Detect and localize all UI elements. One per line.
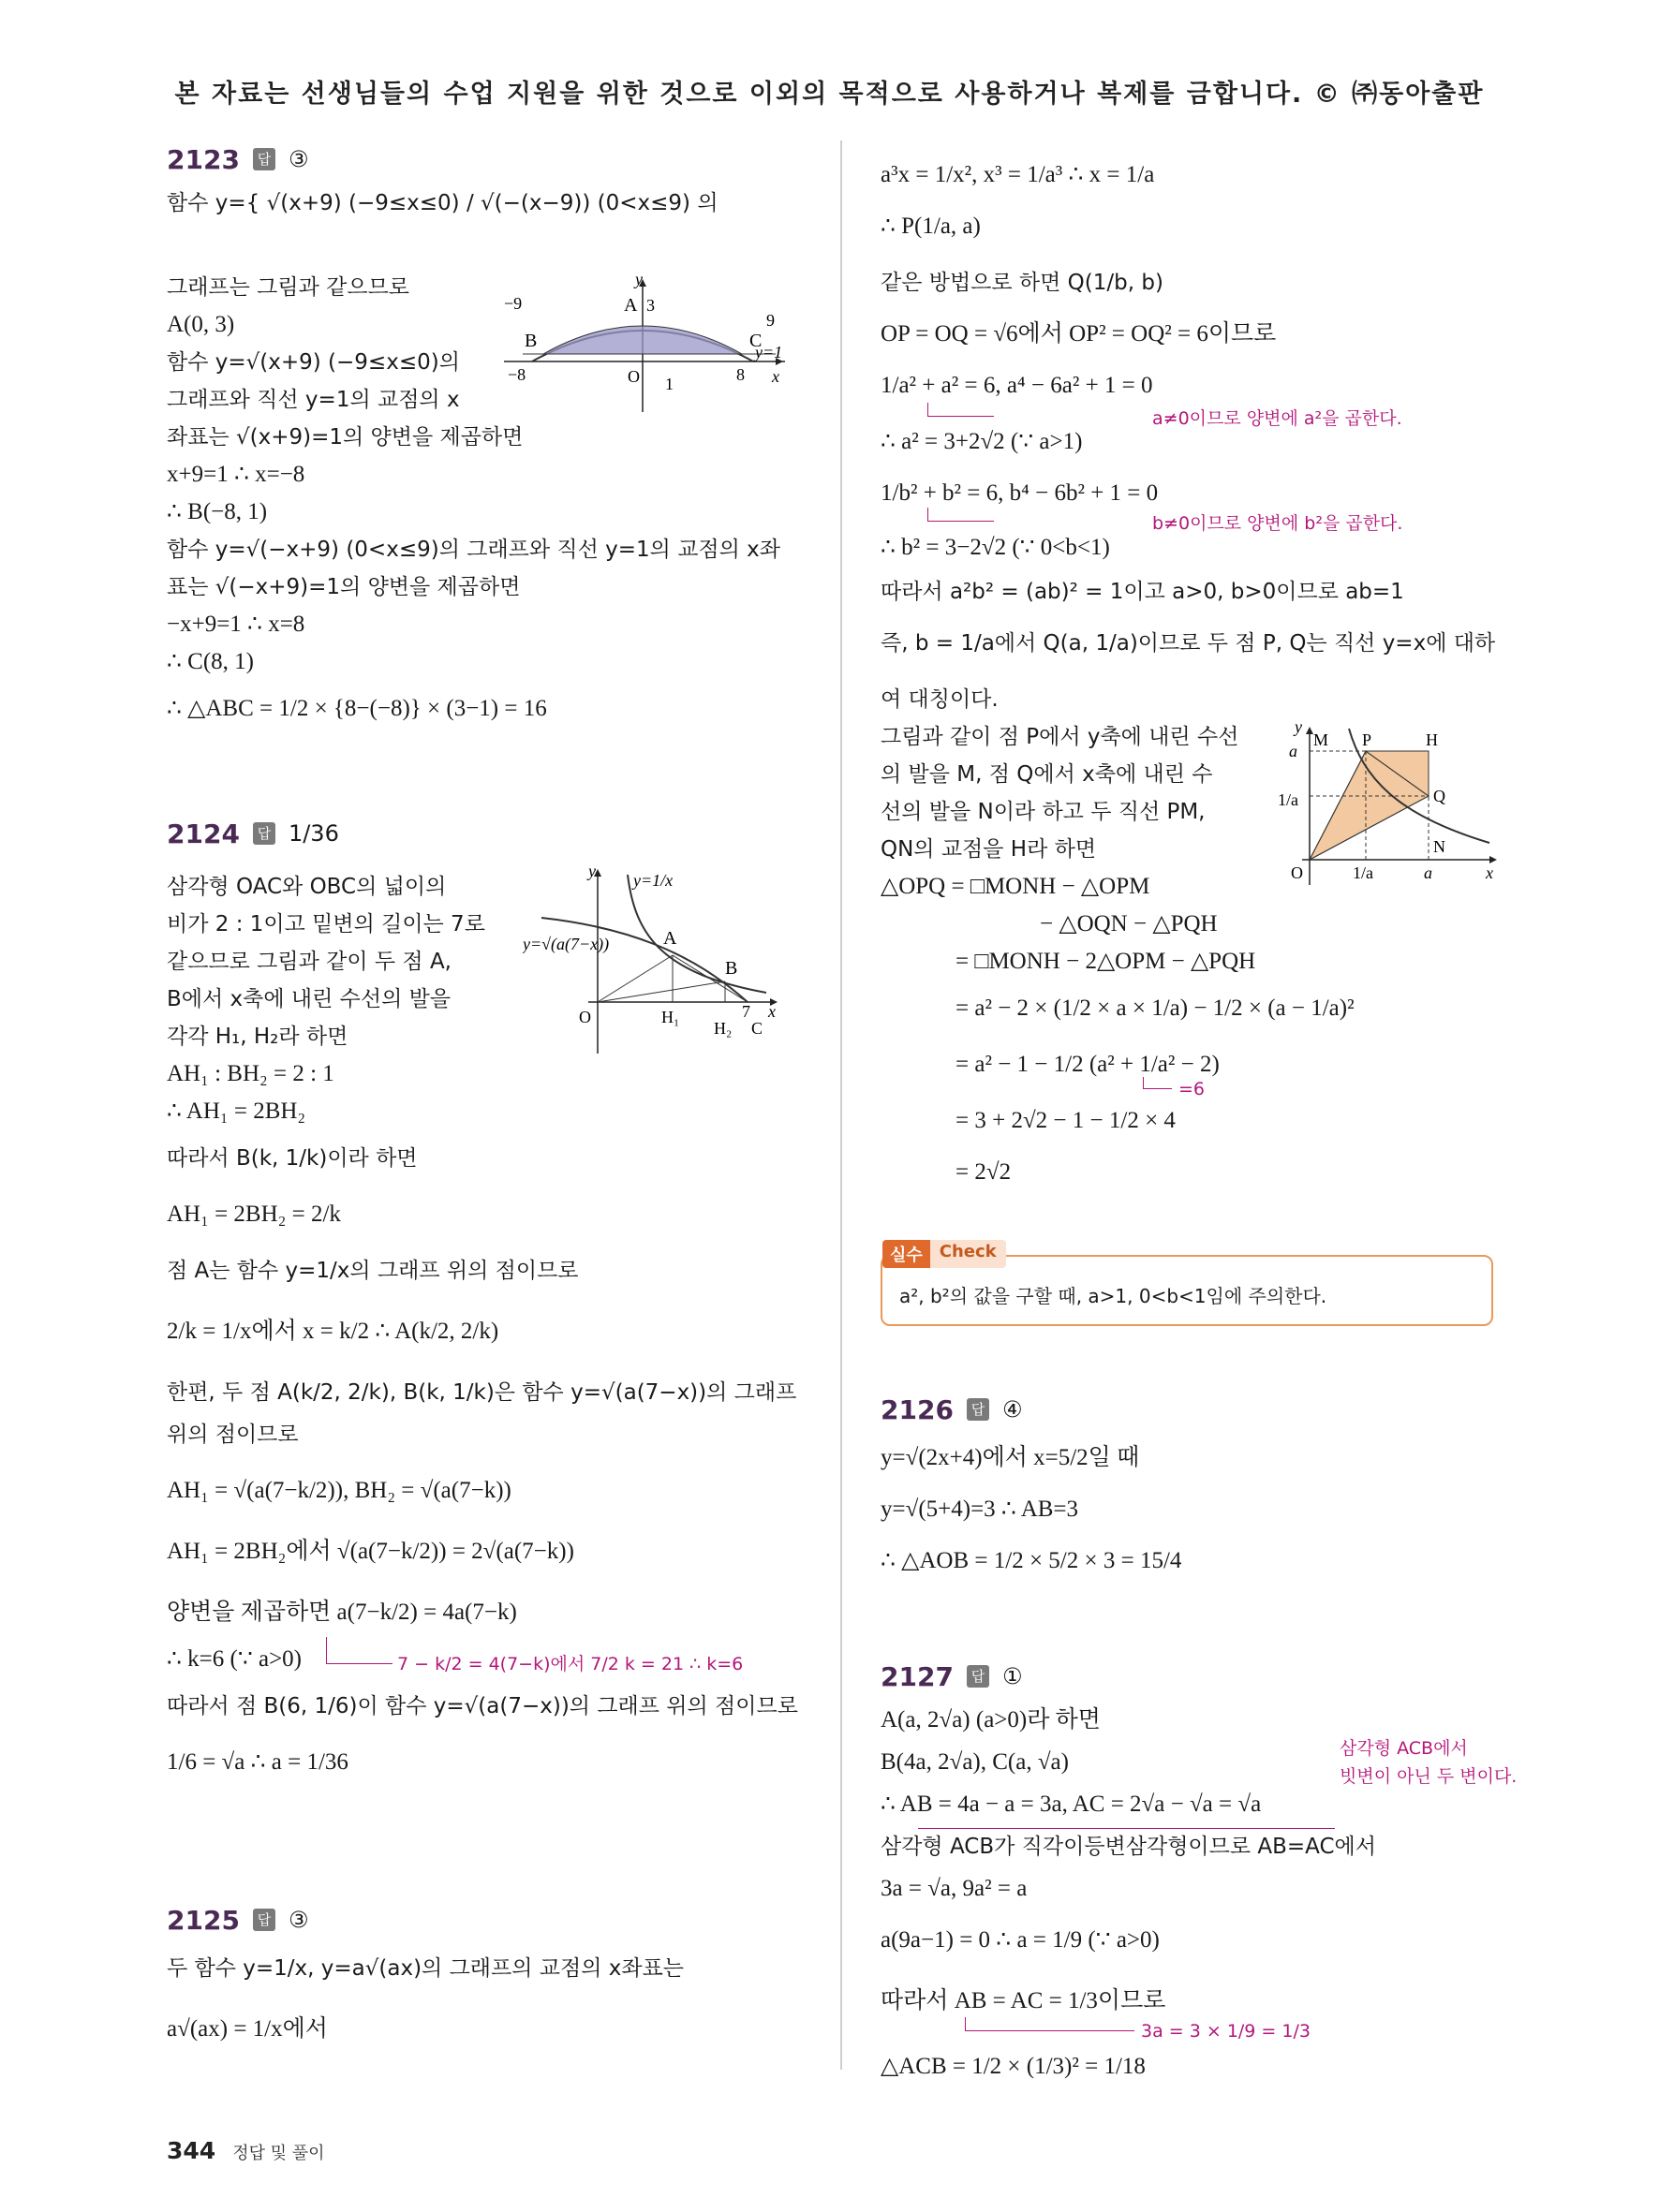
label-x: x xyxy=(768,1002,776,1021)
y-axis-arrow xyxy=(1306,727,1313,734)
note-connector xyxy=(965,2017,1134,2031)
column-divider xyxy=(840,140,842,2070)
solution-line: 함수 y=√(−x+9) (0<x≤9)의 그래프와 직선 y=1의 교점의 x좌 xyxy=(167,538,780,562)
solution-line: AH₁ = 2BH₂에서 √(a(7−k/2)) = 2√(a(7−k)) xyxy=(167,1539,574,1564)
label-y-sqrt: y=√(a(7−x)) xyxy=(523,935,610,953)
note: =6 xyxy=(1178,1079,1206,1099)
solution-line: AH₁ = √(a(7−k/2)), BH₂ = √(a(7−k)) xyxy=(167,1478,511,1503)
solution-line: QN의 교점을 H라 하면 xyxy=(881,837,1097,862)
solution-line: A(a, 2√a) (a>0)라 하면 xyxy=(881,1707,1101,1733)
solution-line: x+9=1 ∴ x=−8 xyxy=(167,462,305,487)
solution-line: 삼각형 ACB가 직각이등변삼각형이므로 AB=AC에서 xyxy=(881,1835,1376,1859)
label-y-equals-1: y=1 xyxy=(755,343,783,361)
label-x: x xyxy=(1486,863,1493,882)
solution-line: ∴ AH₁ = 2BH₂ xyxy=(167,1099,306,1124)
solution-line: 한편, 두 점 A(k/2, 2/k), B(k, 1/k)은 함수 y=√(a(7−x))의 그래프 xyxy=(167,1380,797,1405)
graph-2123 xyxy=(504,272,794,412)
solution-line: 같은 방법으로 하면 Q(1/b, b) xyxy=(881,271,1163,295)
solution-line: a√(ax) = 1/x에서 xyxy=(167,2016,328,2042)
solution-line: B(4a, 2√a), C(a, √a) xyxy=(881,1749,1069,1775)
answer-value: ④ xyxy=(1001,1396,1023,1423)
label-a: A xyxy=(624,295,638,316)
problem-2124 xyxy=(167,815,798,1775)
label-c: C xyxy=(751,1019,763,1038)
label-x: x xyxy=(772,367,779,386)
note-connector xyxy=(1143,1077,1172,1089)
solution-line: 즉, b = 1/a에서 Q(a, 1/a)이므로 두 점 P, Q는 직선 y=x에 대하 xyxy=(881,631,1496,656)
label-a-y: a xyxy=(1289,742,1297,760)
label-8: 8 xyxy=(736,365,745,384)
label-h1: H₁ xyxy=(661,1008,680,1026)
solution-line: 좌표는 √(x+9)=1의 양변을 제곱하면 xyxy=(167,425,524,450)
solution-line: 1/6 = √a ∴ a = 1/36 xyxy=(167,1749,348,1775)
answer-value: 1/36 xyxy=(288,820,339,847)
answer-badge: 답 xyxy=(967,1665,989,1688)
answer-badge: 답 xyxy=(967,1398,989,1421)
solution-line: ∴ B(−8, 1) xyxy=(167,499,268,524)
solution-line: 따라서 a²b² = (ab)² = 1이고 a>0, b>0이므로 ab=1 xyxy=(881,580,1404,604)
note-connector xyxy=(927,403,994,417)
label-origin: O xyxy=(579,1008,591,1026)
solution-line: 점 A는 함수 y=1/x의 그래프 위의 점이므로 xyxy=(167,1259,579,1283)
problem-header xyxy=(167,815,339,852)
solution-line: ∴ P(1/a, a) xyxy=(881,214,981,239)
solution-line: = 3 + 2√2 − 1 − 1/2 × 4 xyxy=(955,1108,1176,1133)
solution-line: 1/a² + a² = 6, a⁴ − 6a² + 1 = 0 xyxy=(881,373,1153,398)
note-connector xyxy=(918,1819,1335,1829)
copyright-notice: 본 자료는 선생님들의 수업 지원을 위한 것으로 이외의 목적으로 사용하거나 복제를 금합니다. © ㈜동아출판 xyxy=(174,80,1485,109)
segment-oa xyxy=(598,955,673,1002)
solution-line: 그래프와 직선 y=1의 교점의 x xyxy=(167,388,460,412)
label-q: Q xyxy=(1433,787,1445,805)
solution-line: B에서 x축에 내린 수선의 발을 xyxy=(167,987,452,1011)
solution-line: 위의 점이므로 xyxy=(167,1423,299,1447)
problem-2125 xyxy=(167,1901,685,2042)
label-1-over-a-x: 1/a xyxy=(1353,863,1373,882)
label-origin: O xyxy=(628,367,640,386)
solution-line: 표는 √(−x+9)=1의 양변을 제곱하면 xyxy=(167,575,521,599)
solution-line: a³x = 1/x², x³ = 1/a³ ∴ x = 1/a xyxy=(881,162,1155,187)
note: 빗변이 아닌 두 변이다. xyxy=(1340,1766,1518,1787)
solution-line: 여 대칭이다. xyxy=(881,687,999,712)
label-neg9: −9 xyxy=(504,294,523,313)
label-h2: H₂ xyxy=(714,1019,733,1038)
answer-badge: 답 xyxy=(253,822,275,845)
problem-number: 2123 xyxy=(167,143,240,175)
solution-line: y=√(2x+4)에서 x=5/2일 때 xyxy=(881,1445,1140,1470)
label-1-over-a-y: 1/a xyxy=(1278,790,1298,809)
graph-2124 xyxy=(523,862,794,1068)
solution-line: A(0, 3) xyxy=(167,312,235,337)
check-box xyxy=(881,1242,1493,1326)
note: b≠0이므로 양변에 b²을 곱한다. xyxy=(1152,513,1403,534)
label-3: 3 xyxy=(646,296,655,315)
solution-line: y=√(5+4)=3 ∴ AB=3 xyxy=(881,1497,1079,1522)
solution-line: 그래프는 그림과 같으므로 xyxy=(167,275,410,300)
problem-2126 xyxy=(881,1391,1182,1573)
answer-badge: 답 xyxy=(253,148,275,170)
solution-line: = □MONH − 2△OPM − △PQH xyxy=(955,949,1256,974)
label-7: 7 xyxy=(742,1002,750,1021)
label-a-x: a xyxy=(1424,863,1432,882)
note: 7 − k/2 = 4(7−k)에서 7/2 k = 21 ∴ k=6 xyxy=(397,1654,744,1674)
solution-line: 비가 2 : 1이고 밑변의 길이는 7로 xyxy=(167,912,485,936)
answer-value: ③ xyxy=(288,1907,309,1933)
problem-2123 xyxy=(167,140,783,721)
solution-line: 그림과 같이 점 P에서 y축에 내린 수선 xyxy=(881,725,1239,749)
page-footer xyxy=(167,2137,325,2164)
solution-line: 1/b² + b² = 6, b⁴ − 6b² + 1 = 0 xyxy=(881,480,1159,506)
solution-line: 같으므로 그림과 같이 두 점 A, xyxy=(167,950,452,974)
solution-line: 2/k = 1/x에서 x = k/2 ∴ A(k/2, 2/k) xyxy=(167,1319,499,1344)
label-origin: O xyxy=(1291,863,1303,882)
solution-line: a(9a−1) = 0 ∴ a = 1/9 (∵ a>0) xyxy=(881,1927,1160,1953)
solution-line: ∴ b² = 3−2√2 (∵ 0<b<1) xyxy=(881,535,1110,560)
solution-line: 함수 y=√(x+9) (−9≤x≤0)의 xyxy=(167,350,460,375)
solution-line: ∴ AB = 4a − a = 3a, AC = 2√a − √a = √a xyxy=(881,1792,1262,1817)
solution-line: AH₁ = 2BH₂ = 2/k xyxy=(167,1202,341,1227)
problem-number: 2126 xyxy=(881,1394,954,1425)
solution-line: 따라서 AB = AC = 1/3이므로 xyxy=(881,1988,1166,2013)
solution-line: ∴ C(8, 1) xyxy=(167,649,254,674)
label-p: P xyxy=(1362,730,1372,749)
solution-line: OP = OQ = √6에서 OP² = OQ² = 6이므로 xyxy=(881,321,1277,347)
label-n: N xyxy=(1433,837,1445,856)
solution-line: ∴ a² = 3+2√2 (∵ a>1) xyxy=(881,429,1083,454)
note: a≠0이므로 양변에 a²을 곱한다. xyxy=(1152,408,1402,429)
label-m: M xyxy=(1313,730,1329,749)
label-b: B xyxy=(725,958,738,979)
label-b: B xyxy=(525,331,538,351)
label-y: y xyxy=(1295,721,1302,736)
solution-line: 각각 H₁, H₂라 하면 xyxy=(167,1025,348,1049)
label-c: C xyxy=(749,331,763,351)
label-a: A xyxy=(663,928,677,949)
solution-line: = a² − 2 × (1/2 × a × 1/a) − 1/2 × (a − 1/a)² xyxy=(955,995,1355,1021)
label-y-reciprocal: y=1/x xyxy=(633,871,674,890)
curve-reciprocal xyxy=(628,875,766,993)
answer-badge: 답 xyxy=(253,1909,275,1931)
solution-line: 따라서 점 B(6, 1/6)이 함수 y=√(a(7−x))의 그래프 위의 점이므로 xyxy=(167,1694,798,1718)
segment-ob xyxy=(598,981,725,1002)
solution-line: 삼각형 OAC와 OBC의 넓이의 xyxy=(167,875,447,899)
problem-header xyxy=(881,1658,1022,1695)
solution-line: 의 발을 M, 점 Q에서 x축에 내린 수 xyxy=(881,762,1213,787)
note-connector xyxy=(326,1637,393,1664)
solution-line: 3a = √a, 9a² = a xyxy=(881,1876,1028,1901)
solution-line: AH₁ : BH₂ = 2 : 1 xyxy=(167,1061,334,1086)
answer-value: ① xyxy=(1001,1663,1023,1689)
label-neg8: −8 xyxy=(508,365,526,384)
graph-2125 xyxy=(1274,721,1499,890)
solution-line: 선의 발을 N이라 하고 두 직선 PM, xyxy=(881,800,1206,824)
note-connector xyxy=(927,508,994,522)
solution-line: ∴ △AOB = 1/2 × 5/2 × 3 = 15/4 xyxy=(881,1548,1182,1573)
solution-line: ∴ △ABC = 1/2 × {8−(−8)} × (3−1) = 16 xyxy=(167,696,547,721)
x-axis-arrow xyxy=(1489,856,1497,863)
problem-2127 xyxy=(881,1658,1518,2079)
page-number: 344 xyxy=(167,2137,216,2164)
label-y: y xyxy=(635,272,643,288)
solution-line: 따라서 B(k, 1/k)이라 하면 xyxy=(167,1146,418,1171)
solution-line: 양변을 제곱하면 a(7−k/2) = 4a(7−k) xyxy=(167,1600,517,1625)
solution-line: = 2√2 xyxy=(955,1159,1012,1185)
label-1: 1 xyxy=(665,375,674,393)
triangle-abc-region xyxy=(543,326,742,354)
solution-line: ∴ k=6 (∵ a>0) xyxy=(167,1646,303,1672)
check-tag-label: 실수 xyxy=(882,1240,930,1268)
answer-value: ③ xyxy=(288,146,309,172)
solution-line: −x+9=1 ∴ x=8 xyxy=(167,612,305,637)
solution-line: 두 함수 y=1/x, y=a√(ax)의 그래프의 교점의 x좌표는 xyxy=(167,1956,685,1981)
solution-line: = a² − 1 − 1/2 (a² + 1/a² − 2) xyxy=(955,1052,1220,1077)
solution-line: 함수 y={ √(x+9) (−9≤x≤0) / √(−(x−9)) (0<x≤9) 의 xyxy=(167,191,718,215)
label-h: H xyxy=(1426,730,1438,749)
check-text: a², b²의 값을 구할 때, a>1, 0<b<1임에 주의한다. xyxy=(899,1285,1327,1307)
footer-title: 정답 및 풀이 xyxy=(232,2144,325,2163)
problem-header xyxy=(881,1391,1022,1428)
check-tag-sublabel: Check xyxy=(930,1240,1006,1268)
problem-header xyxy=(167,1901,308,1939)
note: 삼각형 ACB에서 xyxy=(1340,1738,1468,1759)
check-tag xyxy=(882,1240,1006,1268)
problem-number: 2124 xyxy=(167,818,240,849)
solution-line: △ACB = 1/2 × (1/3)² = 1/18 xyxy=(881,2054,1146,2079)
label-y: y xyxy=(588,862,596,880)
solution-line: − △OQN − △PQH xyxy=(1040,911,1218,936)
label-9: 9 xyxy=(766,311,775,330)
problem-number: 2127 xyxy=(881,1660,954,1692)
solution-line: △OPQ = □MONH − △OPM xyxy=(881,874,1150,899)
problem-number: 2125 xyxy=(167,1904,240,1936)
note: 3a = 3 × 1/9 = 1/3 xyxy=(1141,2021,1311,2042)
problem-header xyxy=(167,140,308,178)
